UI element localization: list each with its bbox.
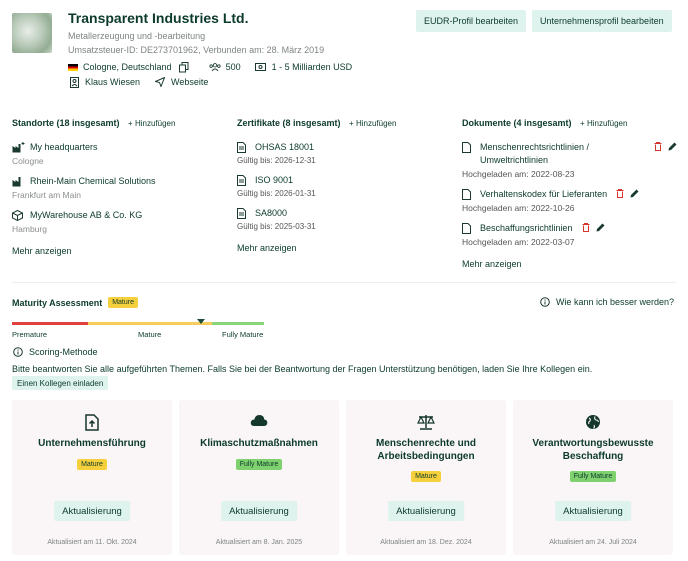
certificates-heading (237, 118, 447, 128)
certificate-name[interactable]: OHSAS 18001 (255, 142, 315, 152)
germany-flag-icon (68, 64, 78, 71)
location-entry[interactable] (12, 176, 222, 200)
revenue-item (255, 61, 353, 73)
certificate-name[interactable]: ISO 9001 (255, 175, 294, 185)
maturity-status-badge: Mature (108, 297, 138, 308)
document-name[interactable]: Beschaffungsrichtlinien (480, 223, 573, 233)
company-tax-info: Umsatzsteuer-ID: DE273701962, Verbunden am: 28. März 2019 (68, 45, 325, 55)
trash-icon[interactable] (616, 189, 624, 200)
location-item (68, 61, 195, 73)
warehouse-box-icon (12, 210, 24, 222)
certificates-title: Zertifikate (8 insgesamt) (237, 118, 341, 128)
locations-section (12, 118, 222, 256)
topic-card-governance (12, 400, 172, 555)
document-uploaded-date: Hochgeladen am: 2022-08-23 (462, 169, 575, 179)
topic-card-procurement (513, 400, 673, 555)
documents-show-more-link[interactable]: Mehr anzeigen (462, 259, 522, 269)
card-update-button[interactable]: Aktualisierung (388, 501, 464, 521)
topic-card-climate (179, 400, 339, 555)
employees-item (209, 61, 241, 73)
locations-show-more-link[interactable]: Mehr anzeigen (12, 246, 72, 256)
upload-file-icon (12, 414, 172, 436)
document-icon (462, 142, 474, 154)
company-name: Transparent Industries Ltd. (68, 10, 249, 26)
scale-segment-fully-mature (212, 322, 264, 325)
section-divider (12, 282, 676, 283)
location-entry[interactable] (12, 210, 222, 234)
trash-icon[interactable] (654, 142, 662, 153)
location-name[interactable]: My headquarters (30, 142, 98, 152)
card-title: Menschenrechte und Arbeitsbedingungen (375, 438, 477, 462)
website-item[interactable] (154, 76, 208, 88)
location-entry[interactable] (12, 142, 222, 166)
pencil-icon[interactable] (630, 189, 639, 200)
certificate-icon (237, 142, 249, 154)
card-maturity-badge: Fully Mature (570, 471, 617, 482)
card-title: Unternehmensführung (38, 438, 146, 449)
location-text: Cologne, Deutschland (83, 62, 172, 72)
maturity-scale-bar (12, 322, 264, 325)
improve-help-text[interactable]: Wie kann ich besser werden? (555, 297, 674, 307)
website-link[interactable]: Webseite (171, 77, 209, 87)
info-icon (539, 296, 551, 308)
document-name[interactable]: Verhaltenskodex für Lieferanten (480, 189, 608, 199)
certificate-valid-until: Gültig bis: 2026-01-31 (237, 189, 316, 198)
info-icon (12, 346, 24, 358)
company-meta-row-2 (68, 76, 222, 88)
scoring-method-link[interactable] (12, 346, 98, 358)
company-logo (12, 13, 52, 53)
add-location-link[interactable]: + Hinzufügen (128, 119, 176, 128)
company-industry: Metallerzeugung und -bearbeitung (68, 31, 206, 41)
certificate-entry[interactable] (237, 208, 447, 231)
pencil-icon[interactable] (668, 142, 677, 153)
scoring-method-text[interactable]: Scoring-Methode (29, 347, 98, 357)
document-entry[interactable] (462, 142, 682, 179)
edit-eudr-profile-button[interactable]: EUDR-Profil bearbeiten (416, 10, 526, 32)
card-maturity-badge: Mature (411, 471, 441, 482)
document-icon (462, 189, 474, 201)
contact-name[interactable]: Klaus Wiesen (85, 77, 141, 87)
document-entry[interactable] (462, 189, 682, 213)
scale-segment-mature (88, 322, 212, 325)
document-entry[interactable] (462, 223, 682, 247)
locations-title: Standorte (18 insgesamt) (12, 118, 120, 128)
document-uploaded-date: Hochgeladen am: 2022-10-26 (462, 203, 575, 213)
card-update-button[interactable]: Aktualisierung (555, 501, 631, 521)
card-update-button[interactable]: Aktualisierung (221, 501, 297, 521)
card-maturity-badge: Fully Mature (236, 459, 283, 470)
maturity-heading (12, 297, 138, 308)
card-maturity-badge: Mature (77, 459, 107, 470)
add-document-link[interactable]: + Hinzufügen (580, 119, 628, 128)
documents-section (462, 118, 682, 269)
copy-icon[interactable] (178, 61, 190, 73)
certificate-icon (237, 208, 249, 220)
document-name-line-1[interactable]: Menschenrechtsrichtlinien / (480, 142, 590, 152)
factory-icon (12, 176, 24, 188)
card-updated-date: Aktualisiert am 18. Dez. 2024 (380, 539, 472, 546)
trash-icon[interactable] (582, 223, 590, 234)
scale-label-premature: Premature (12, 330, 48, 339)
card-updated-date: Aktualisiert am 11. Okt. 2024 (47, 539, 137, 546)
send-icon (154, 76, 166, 88)
certificate-name[interactable]: SA8000 (255, 208, 288, 218)
people-icon (209, 61, 221, 73)
factory-plus-icon (12, 142, 24, 154)
document-uploaded-date: Hochgeladen am: 2022-03-07 (462, 237, 575, 247)
instructions-text: Bitte beantworten Sie alle aufgeführten Themen. Falls Sie bei der Beantwortung der Fragen Unterstützung benötigen, laden Sie Ihre Kollegen ein. (12, 364, 593, 374)
money-icon (255, 61, 267, 73)
revenue-text: 1 - 5 Milliarden USD (271, 62, 353, 72)
scale-label-fully-mature: Fully Mature (222, 330, 264, 339)
card-badge-wrap (346, 470, 506, 480)
card-title: Klimaschutzmaßnahmen (200, 438, 318, 449)
card-badge-wrap (12, 458, 172, 468)
scale-marker-icon (197, 319, 205, 324)
topic-card-human-rights (346, 400, 506, 555)
pencil-icon[interactable] (596, 223, 605, 234)
document-name-line-2[interactable]: Umweltrichtlinien (480, 155, 549, 165)
location-name[interactable]: Rhein-Main Chemical Solutions (30, 176, 156, 186)
invite-colleague-button[interactable]: Einen Kollegen einladen (12, 376, 108, 390)
certificates-show-more-link[interactable]: Mehr anzeigen (237, 243, 297, 253)
certificate-entry[interactable] (237, 142, 447, 165)
documents-title: Dokumente (4 insgesamt) (462, 118, 572, 128)
certificate-valid-until: Gültig bis: 2025-03-31 (237, 222, 316, 231)
certificates-section (237, 118, 447, 253)
edit-company-profile-button[interactable]: Unternehmensprofil bearbeiten (532, 10, 672, 32)
location-city: Frankfurt am Main (12, 190, 81, 200)
card-updated-date: Aktualisiert am 24. Juli 2024 (549, 539, 637, 546)
certificate-entry[interactable] (237, 175, 447, 198)
card-update-button[interactable]: Aktualisierung (54, 501, 130, 521)
company-header (0, 0, 688, 100)
contact-item[interactable] (68, 76, 140, 88)
documents-heading (462, 118, 682, 128)
employees-count: 500 (225, 62, 241, 72)
card-updated-date: Aktualisiert am 8. Jan. 2025 (215, 539, 303, 546)
location-city: Cologne (12, 156, 44, 166)
cloud-icon (179, 414, 339, 432)
scale-label-mature: Mature (138, 330, 162, 339)
certificate-valid-until: Gültig bis: 2026-12-31 (237, 156, 316, 165)
location-name[interactable]: MyWarehouse AB & Co. KG (30, 210, 143, 220)
location-city: Hamburg (12, 224, 47, 234)
document-icon (462, 223, 474, 235)
scale-segment-premature (12, 322, 88, 325)
contact-card-icon (68, 76, 80, 88)
company-meta-row (68, 61, 366, 73)
card-title: Verantwortungsbewusste Beschaffung (532, 438, 654, 462)
improve-help-link[interactable] (539, 296, 674, 308)
globe-icon (513, 414, 673, 435)
scale-icon (346, 414, 506, 435)
certificate-icon (237, 175, 249, 187)
card-badge-wrap (179, 458, 339, 468)
card-badge-wrap (513, 470, 673, 480)
add-certificate-link[interactable]: + Hinzufügen (349, 119, 397, 128)
locations-heading (12, 118, 222, 128)
maturity-title: Maturity Assessment (12, 297, 103, 308)
